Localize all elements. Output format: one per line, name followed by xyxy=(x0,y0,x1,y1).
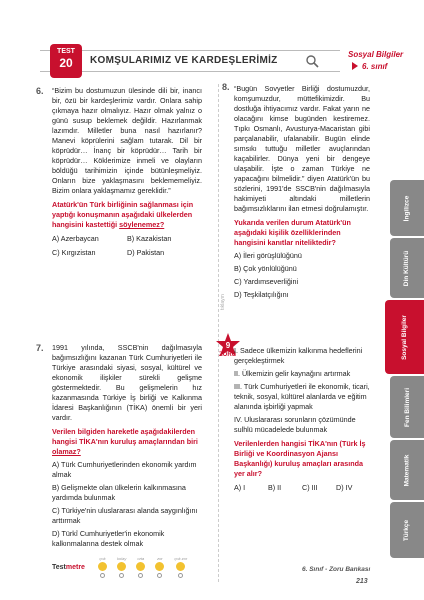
question-9-item-2: II. Ülkemizin gelir kaynağını artırmak xyxy=(234,369,351,378)
arrow-icon xyxy=(352,62,358,70)
tab-fen-bilimleri[interactable]: Fen Bilimleri xyxy=(390,376,424,438)
test-badge xyxy=(50,44,82,78)
smiley-icon xyxy=(136,562,145,571)
radio-dot xyxy=(138,573,143,578)
question-6 xyxy=(52,86,202,258)
smiley-icon xyxy=(176,562,185,571)
question-7-option-b[interactable]: B) Gelişmekte olan ülkelerin kalkınmasına yardımda bulunmak xyxy=(52,483,186,502)
grade-label: 6. sınıf xyxy=(362,62,388,71)
radio-dot xyxy=(119,573,124,578)
tab-din-kulturu[interactable]: Din Kültürü xyxy=(390,238,424,298)
question-9-item-1: I. Sadece ülkemizin kalkınma hedeflerini gerçekleştirmek xyxy=(234,346,363,365)
footer-book-label: 6. Sınıf - Zoru Bankası xyxy=(302,566,371,573)
question-8-number: 8. xyxy=(222,82,230,92)
tab-sosyal-bilgiler[interactable]: Sosyal Bilgiler xyxy=(385,300,424,374)
question-8-text: “Bugün Sovyetler Birliği dostumuzdur, komşumuzdur, müttefikimizdir. Bu dostluğa ihtiyacımız vardır. Fakat yarın ne olacağını kimse bugünden kestiremez. Tıpkı Osmanlı, Avusturya-Macaristan gibi parçalanabilir, ufalanabilir. Bugün elinde sımsıkı tuttuğu milletler avuçlarından kaçabilirler. Dünya yeni bir dengeye ulaşabilir. İşte o zaman Türkiye ne yapacağını bilmelidir.” diyen Atatürk'ün bu sözlerini, 1991'de SSCB'nin dağılmasıyla hakimiyeti altındaki milletlerin bağımsızlıklarını ilan etmesi doğrulamıştır. xyxy=(234,84,370,213)
difficulty-rating xyxy=(98,556,187,578)
tab-ingilizce[interactable]: İngilizce xyxy=(390,180,424,236)
search-icon xyxy=(305,54,319,68)
question-7-text: 1991 yılında, SSCB'nin dağılmasıyla bağımsızlığını kazanan Türk Cumhuriyetleri ile Türkiye arasındaki siyasi, sosyal, kültürel ve ekonomik ilişkiler sürekli gelişme göstermektedir. Bu gelişmelerin hız kazanmasında Türkiye İş birliği ve Kalkınma İdaresi Başkanlığının (TİKA) önemli bir yeri vardır. xyxy=(52,343,202,422)
question-6-option-d[interactable]: D) Pakistan xyxy=(127,248,165,257)
rating-hard[interactable]: zor xyxy=(155,556,164,578)
question-7 xyxy=(52,343,202,549)
question-9-option-c[interactable]: C) III xyxy=(302,483,318,492)
page-number: 213 xyxy=(356,578,368,585)
smiley-icon xyxy=(117,562,126,571)
vertical-note: tıklayın xyxy=(220,294,226,310)
question-9-option-b[interactable]: B) II xyxy=(268,483,282,492)
subject-title: Sosyal Bilgiler xyxy=(348,50,404,59)
test-label: TEST xyxy=(57,48,75,55)
rating-very-easy[interactable]: çok xyxy=(98,556,107,578)
question-7-number: 7. xyxy=(36,343,44,353)
question-6-prompt: Atatürk'ün Türk birliğinin sağlanması için yaptığı konuşmanın aşağıdaki ülkelerden hangisini kastettiği söylenemez? xyxy=(52,200,194,229)
smiley-icon xyxy=(155,562,164,571)
question-9-item-3: III. Türk Cumhuriyetleri ile ekonomik, ticari, teknik, sosyal, kültürel alanlarda ve eğitim alanında işbirliği yapmak xyxy=(234,382,370,411)
question-9-item-4: IV. Uluslararası sorunların çözümünde sulhlü mücadelede bulunmak xyxy=(234,415,356,434)
question-8-option-a[interactable]: A) İleri görüşlülüğünü xyxy=(234,251,302,260)
question-6-number: 6. xyxy=(36,86,44,96)
question-8-option-d[interactable]: D) Teşkilatçılığını xyxy=(234,290,289,299)
radio-dot xyxy=(100,573,105,578)
question-6-text: “Bizim bu dostumuzun ülesinde dili bir, inancı bir, özü bir kardeşlerimiz vardır. Onlara sahip çıkmaya hazır olmalıyız. Hazır olmak yalnız o günü susup beklemek değildir. Hazırlanmak lazımdır. Milletler buna nasıl hazırlanır? Manevi köprülerini sağlam tutarak. Dil bir köprüdür… İnanç bir köprüdür… Tarih bir köprüdür… Köklerimize inmeli ve olayların böldüğü tarihimizin içinde bütünleşmeliyiz. Onların bize yaklaşmasını beklememeliyiz. Bizim onlara yaklaşmamız gereklidir.” xyxy=(52,86,202,195)
question-6-option-a[interactable]: A) Azerbaycan xyxy=(52,234,99,243)
question-9 xyxy=(234,343,370,493)
smiley-icon xyxy=(98,562,107,571)
tab-turkce[interactable]: Türkçe xyxy=(390,502,424,558)
question-9-number: 9 xyxy=(225,341,231,350)
question-7-option-a[interactable]: A) Türk Cumhuriyetlerinden ekonomik yardım almak xyxy=(52,460,197,479)
question-7-option-c[interactable]: C) Türkiye'nin uluslararası alanda saygınlığını arttırmak xyxy=(52,506,198,525)
question-8-option-b[interactable]: B) Çok yönlülüğünü xyxy=(234,264,297,273)
radio-dot xyxy=(178,573,183,578)
question-6-option-c[interactable]: C) Kırgızistan xyxy=(52,248,96,257)
question-9-option-a[interactable]: A) I xyxy=(234,483,246,492)
rating-medium[interactable]: orta xyxy=(136,556,145,578)
question-8-option-c[interactable]: C) Yardımseverliğini xyxy=(234,277,299,286)
rating-very-hard[interactable]: çok zor xyxy=(174,556,187,578)
brand-logo: Testmetre xyxy=(52,564,85,571)
rating-easy[interactable]: kolay xyxy=(117,556,126,578)
radio-dot xyxy=(157,573,162,578)
tab-matematik[interactable]: Matematik xyxy=(390,440,424,500)
question-9-option-d[interactable]: D) IV xyxy=(336,483,353,492)
test-number: 20 xyxy=(59,56,73,70)
difficulty-badge: ZORU xyxy=(219,352,236,358)
question-8-prompt: Yukarıda verilen durum Atatürk'ün aşağıdaki kişilik özelliklerinden hangisini kanıtlar niteliktedir? xyxy=(234,218,351,247)
question-7-option-d[interactable]: D) Türkî Cumhuriyetler'in ekonomik kalkınmalarına destek olmak xyxy=(52,529,165,548)
question-8 xyxy=(234,84,370,300)
page-title: KOMŞULARIMIZ VE KARDEŞLERİMİZ xyxy=(90,55,278,66)
question-6-option-b[interactable]: B) Kazakistan xyxy=(127,234,172,243)
question-9-prompt: Verilenlerden hangisi TİKA'nın (Türk İş Birliği ve Koordinasyon Ajansı Başkanlığı) kuruluş amaçları arasında yer alır? xyxy=(234,439,366,478)
question-7-prompt: Verilen bilgiden hareketle aşağıdakilerden hangisi TİKA'nın kuruluş amaçlarından biri olamaz? xyxy=(52,427,198,456)
